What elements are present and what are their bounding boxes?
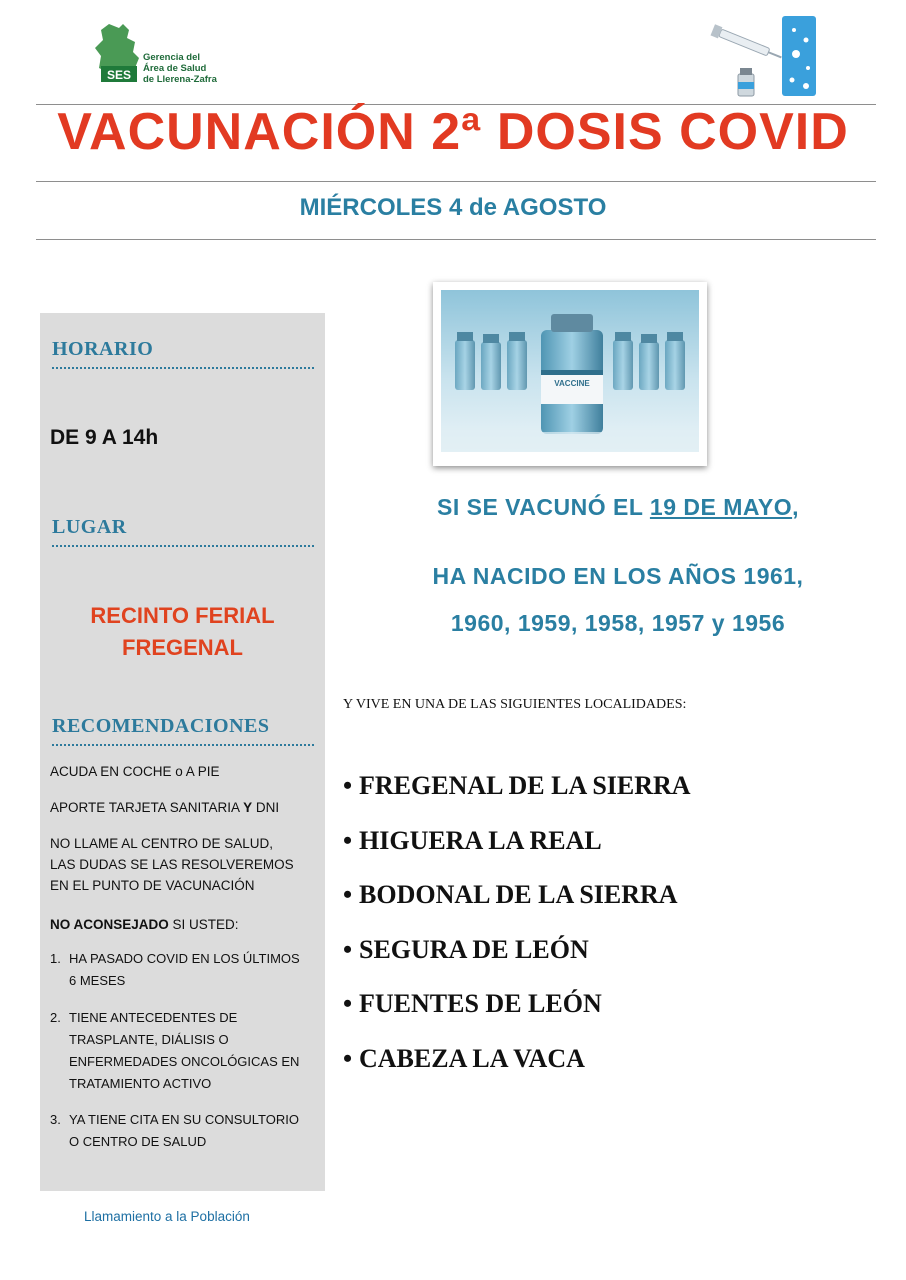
logo-line: Área de Salud <box>143 63 207 74</box>
item-line: O CENTRO DE SALUD <box>69 1134 207 1149</box>
ses-logo <box>95 22 235 92</box>
not-advised-bold: NO ACONSEJADO <box>50 917 169 932</box>
first-dose-date: 19 DE MAYO <box>649 494 793 520</box>
event-date: MIÉRCOLES 4 de AGOSTO <box>299 194 607 221</box>
town-name: HIGUERA LA REAL <box>359 826 602 855</box>
recommendations-heading: RECOMENDACIONES <box>52 715 314 746</box>
condition-text: , <box>792 494 799 520</box>
item-line: 6 MESES <box>69 973 126 988</box>
place-heading: LUGAR <box>52 516 314 547</box>
town-item <box>343 935 589 965</box>
extremadura-map-icon <box>95 22 143 88</box>
town-name: CABEZA LA VACA <box>359 1044 585 1073</box>
recommendation-item <box>50 797 279 818</box>
condition-lives: Y VIVE EN UNA DE LAS SIGUIENTES LOCALIDADES: <box>343 697 687 712</box>
bullet-icon: • <box>343 935 353 964</box>
condition-born-line: 1960, 1959, 1958, 1957 y 1956 <box>450 610 786 636</box>
schedule-heading: HORARIO <box>52 338 314 369</box>
town-item <box>343 1044 585 1074</box>
bullet-icon: • <box>343 989 353 1018</box>
item-line: YA TIENE CITA EN SU CONSULTORIO <box>69 1112 299 1127</box>
town-name: FREGENAL DE LA SIERRA <box>359 771 691 800</box>
vaccine-label: VACCINE <box>554 379 590 388</box>
syringe-vial-icon <box>708 14 820 98</box>
place-value <box>40 600 325 664</box>
town-name: SEGURA DE LEÓN <box>359 935 589 964</box>
item-line: TIENE ANTECEDENTES DE <box>69 1010 238 1025</box>
town-item <box>343 826 602 856</box>
rec-line: EN EL PUNTO DE VACUNACIÓN <box>50 878 255 893</box>
town-name: BODONAL DE LA SIERRA <box>359 880 678 909</box>
item-number: 3. <box>50 1112 61 1127</box>
condition-vaccinated <box>330 494 906 521</box>
page-title: VACUNACIÓN 2ª DOSIS COVID <box>57 103 849 161</box>
place-line: FREGENAL <box>122 635 243 660</box>
logo-text <box>143 52 217 85</box>
not-advised-heading <box>50 914 239 935</box>
logo-line: de Llerena-Zafra <box>143 74 217 85</box>
not-advised-item <box>50 1007 318 1095</box>
item-line: HA PASADO COVID EN LOS ÚLTIMOS <box>69 951 300 966</box>
item-line: TRATAMIENTO ACTIVO <box>69 1076 212 1091</box>
bullet-icon: • <box>343 771 353 800</box>
schedule-value: DE 9 A 14h <box>50 426 159 449</box>
bullet-icon: • <box>343 880 353 909</box>
logo-line: Gerencia del <box>143 52 201 63</box>
rec-text-bold: Y <box>243 800 253 815</box>
not-advised-rest: SI USTED: <box>168 917 239 932</box>
item-number: 1. <box>50 951 61 966</box>
town-name: FUENTES DE LEÓN <box>359 989 602 1018</box>
vaccine-photo <box>433 282 707 466</box>
rec-line: LAS DUDAS SE LAS RESOLVEREMOS <box>50 857 294 872</box>
bullet-icon: • <box>343 826 353 855</box>
item-number: 2. <box>50 1010 61 1025</box>
condition-text: SI SE VACUNÓ EL <box>436 494 650 520</box>
item-line: ENFERMEDADES ONCOLÓGICAS EN <box>69 1054 300 1069</box>
not-advised-item <box>50 948 318 992</box>
not-advised-item <box>50 1109 318 1153</box>
logo-abbr: SES <box>106 68 132 82</box>
footer-note: Llamamiento a la Población <box>84 1209 250 1224</box>
town-item <box>343 880 678 910</box>
item-line: TRASPLANTE, DIÁLISIS O <box>69 1032 229 1047</box>
title-divider <box>36 181 876 182</box>
recommendation-item: ACUDA EN COCHE o A PIE <box>50 764 220 779</box>
date-divider <box>36 239 876 240</box>
rec-line: NO LLAME AL CENTRO DE SALUD, <box>50 836 274 851</box>
town-item <box>343 771 691 801</box>
town-item <box>343 989 602 1019</box>
recommendation-item <box>50 833 294 896</box>
rec-text: DNI <box>252 800 280 815</box>
rec-text: APORTE TARJETA SANITARIA <box>50 800 244 815</box>
place-line: RECINTO FERIAL <box>90 603 275 628</box>
condition-born-line: HA NACIDO EN LOS AÑOS 1961, <box>432 563 804 589</box>
bullet-icon: • <box>343 1044 353 1073</box>
